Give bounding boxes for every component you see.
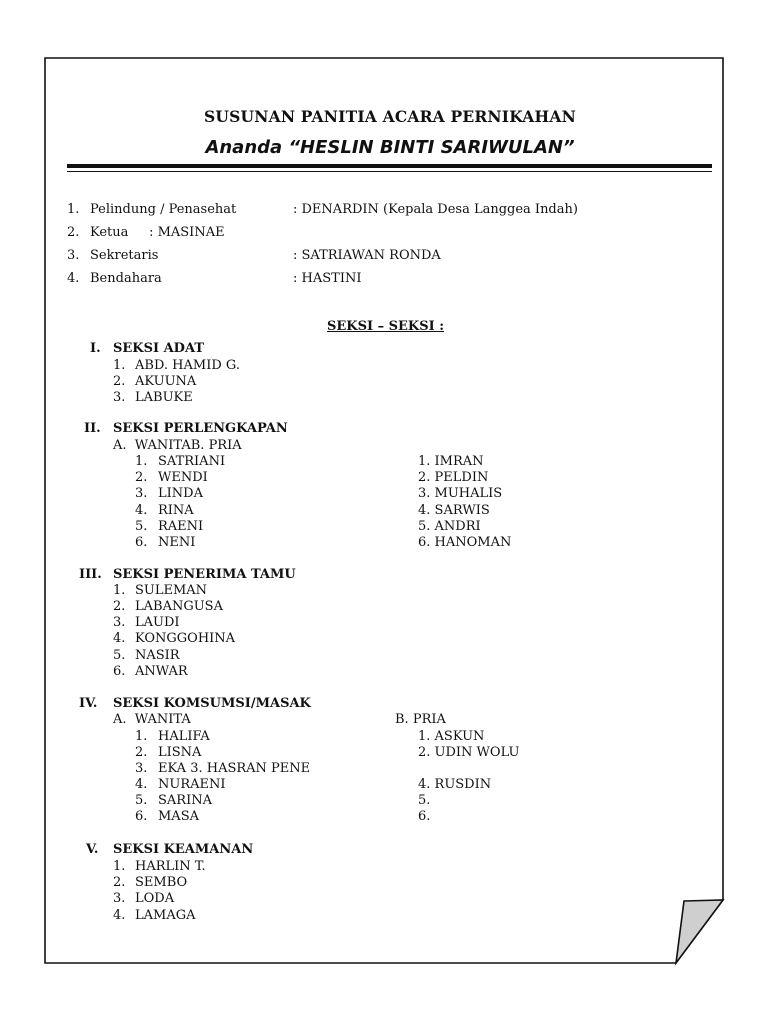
list-item-num: 6. bbox=[135, 535, 148, 550]
officer-num: 1. bbox=[67, 202, 80, 217]
group-label-pria: B. PRIA bbox=[395, 712, 446, 727]
section-title-komsumsi: SEKSI KOMSUMSI/MASAK bbox=[113, 696, 311, 711]
list-item-num: 6. bbox=[113, 664, 126, 679]
list-item-num: 4. bbox=[135, 777, 148, 792]
list-item: LISNA bbox=[158, 745, 202, 760]
list-item-num: 1. bbox=[135, 454, 148, 469]
officer-num: 2. bbox=[67, 225, 80, 240]
list-item-num: 1. bbox=[113, 859, 126, 874]
section-title-perlengkapan: SEKSI PERLENGKAPAN bbox=[113, 421, 288, 436]
document-title: SUSUNAN PANITIA ACARA PERNIKAHAN bbox=[204, 107, 576, 126]
list-item-num: 5. bbox=[135, 519, 148, 534]
list-item-num: 3. bbox=[113, 891, 126, 906]
list-item-num: 2. bbox=[135, 470, 148, 485]
list-item-num: 2. bbox=[135, 745, 148, 760]
list-item-num: 4. bbox=[113, 908, 126, 923]
list-item: SEMBO bbox=[135, 875, 188, 890]
list-item: 4. SARWIS bbox=[418, 503, 490, 518]
officer-role: Sekretaris bbox=[90, 248, 159, 263]
list-item-num: 2. bbox=[113, 599, 126, 614]
list-item: HARLIN T. bbox=[135, 859, 206, 874]
list-item-num: 3. bbox=[135, 761, 148, 776]
list-item: LINDA bbox=[158, 486, 203, 501]
section-numeral: I. bbox=[90, 341, 101, 356]
list-item-num: 1. bbox=[113, 358, 126, 373]
list-item: RINA bbox=[158, 503, 194, 518]
list-item: ABD. HAMID G. bbox=[135, 358, 240, 373]
officer-value: : HASTINI bbox=[293, 271, 362, 286]
list-item-num: 5. bbox=[113, 648, 126, 663]
list-item-num: 1. bbox=[135, 729, 148, 744]
list-item: LABUKE bbox=[135, 390, 193, 405]
list-item-num: 6. bbox=[135, 809, 148, 824]
list-item: 4. RUSDIN bbox=[418, 777, 492, 792]
list-item: RAENI bbox=[158, 519, 204, 534]
list-item: LABANGUSA bbox=[135, 599, 223, 614]
list-item: 6. HANOMAN bbox=[418, 535, 512, 550]
section-numeral: IV. bbox=[79, 696, 98, 711]
list-item: ANWAR bbox=[135, 664, 188, 679]
group-label: A. WANITAB. PRIA bbox=[113, 438, 242, 453]
officer-role: Bendahara bbox=[90, 271, 162, 286]
title-divider-thin bbox=[67, 171, 712, 172]
section-numeral: II. bbox=[84, 421, 101, 436]
list-item: 1. IMRAN bbox=[418, 454, 484, 469]
officer-value: : DENARDIN (Kepala Desa Langgea Indah) bbox=[293, 202, 578, 217]
list-item-num: 3. bbox=[135, 486, 148, 501]
list-item: HALIFA bbox=[158, 729, 210, 744]
page-curl bbox=[676, 900, 723, 963]
officer-role: Ketua : MASINAE bbox=[90, 225, 225, 240]
list-item: NENI bbox=[158, 535, 196, 550]
list-item: LAUDI bbox=[135, 615, 180, 630]
list-item-num: 4. bbox=[135, 503, 148, 518]
document-subtitle: Ananda “HESLIN BINTI SARIWULAN” bbox=[205, 137, 575, 158]
list-item: LODA bbox=[135, 891, 175, 906]
list-item: AKUUNA bbox=[135, 374, 197, 389]
list-item: 3. MUHALIS bbox=[418, 486, 503, 501]
group-label-wanita: A. WANITA bbox=[113, 712, 191, 727]
list-item: KONGGOHINA bbox=[135, 631, 236, 646]
list-item-num: 1. bbox=[113, 583, 126, 598]
section-numeral: III. bbox=[79, 567, 102, 582]
officer-role: Pelindung / Penasehat bbox=[90, 202, 237, 217]
section-title-penerima-tamu: SEKSI PENERIMA TAMU bbox=[113, 567, 296, 582]
sections-heading: SEKSI – SEKSI : bbox=[327, 319, 445, 334]
list-item: LAMAGA bbox=[135, 908, 196, 923]
title-divider-thick bbox=[67, 164, 712, 168]
list-item: SULEMAN bbox=[135, 583, 208, 598]
list-item-num: 3. bbox=[113, 615, 126, 630]
section-title-adat: SEKSI ADAT bbox=[113, 341, 204, 356]
section-title-keamanan: SEKSI KEAMANAN bbox=[113, 842, 254, 857]
list-item: SARINA bbox=[158, 793, 212, 808]
list-item: NURAENI bbox=[158, 777, 226, 792]
list-item: 5. ANDRI bbox=[418, 519, 481, 534]
list-item: MASA bbox=[158, 809, 199, 824]
list-item-num: 4. bbox=[113, 631, 126, 646]
list-item: 1. ASKUN bbox=[418, 729, 485, 744]
list-item: 2. UDIN WOLU bbox=[418, 745, 520, 760]
list-item: SATRIANI bbox=[158, 454, 226, 469]
list-item: 5. bbox=[418, 793, 431, 808]
list-item-num: 5. bbox=[135, 793, 148, 808]
list-item-num: 2. bbox=[113, 374, 126, 389]
list-item: 6. bbox=[418, 809, 431, 824]
officer-value: : SATRIAWAN RONDA bbox=[293, 248, 441, 263]
section-numeral: V. bbox=[86, 842, 99, 857]
list-item-num: 2. bbox=[113, 875, 126, 890]
list-item-num: 3. bbox=[113, 390, 126, 405]
officer-num: 4. bbox=[67, 271, 80, 286]
list-item: 2. PELDIN bbox=[418, 470, 489, 485]
officer-num: 3. bbox=[67, 248, 80, 263]
list-item: NASIR bbox=[135, 648, 180, 663]
list-item: EKA 3. HASRAN PENE bbox=[158, 761, 311, 776]
list-item: WENDI bbox=[158, 470, 208, 485]
